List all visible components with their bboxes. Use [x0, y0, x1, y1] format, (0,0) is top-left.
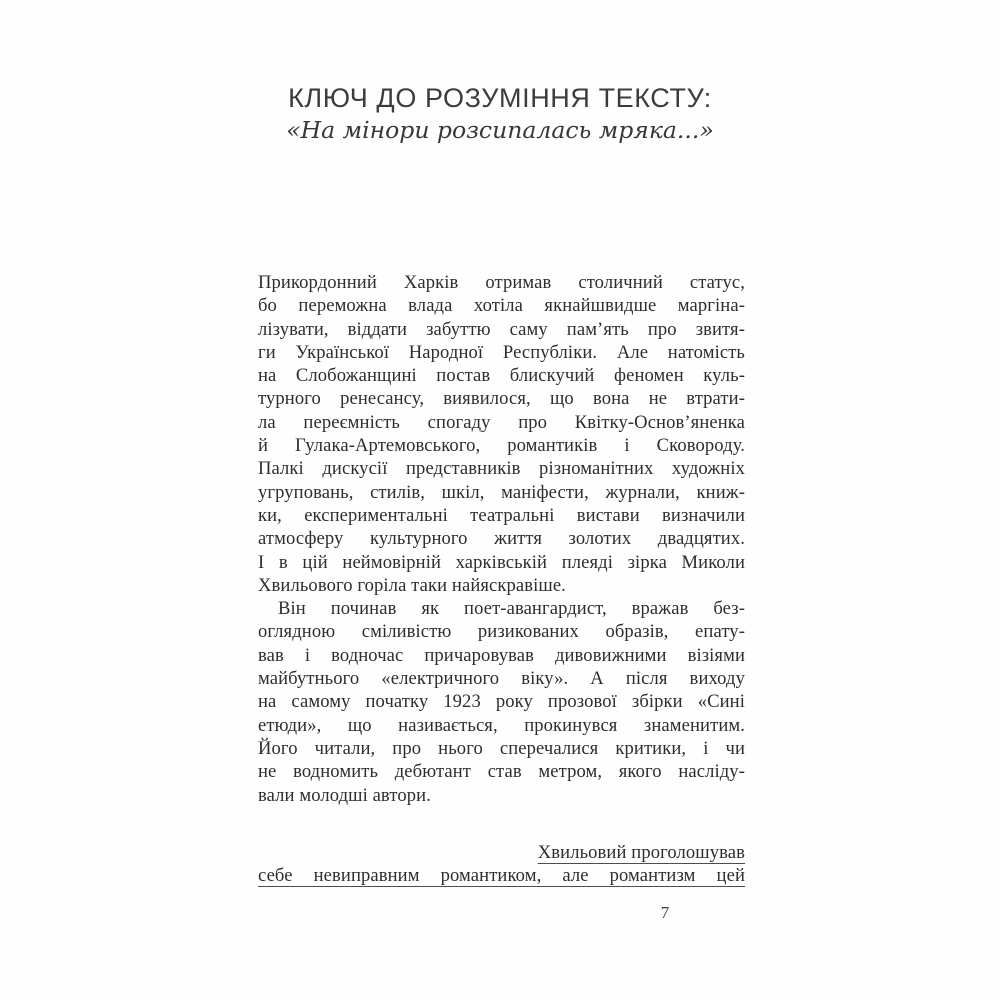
- text-line: ги Української Народної Республіки. Але натомість: [258, 341, 745, 363]
- text-line: майбутнього «електричного віку». А після виходу: [258, 668, 745, 690]
- text-line: на Слобожанщині постав блискучий феномен куль-: [258, 365, 745, 387]
- text-line: ки, експериментальні театральні вистави визначили: [258, 504, 745, 526]
- text-line: й Гулака-Артемовського, романтиків і Сковороду.: [258, 435, 745, 457]
- text-line: ла переємність спогаду про Квітку-Основ’яненка: [258, 411, 745, 433]
- text-line: турного ренесансу, виявилося, що вона не втрати-: [258, 388, 745, 410]
- body-text: [258, 271, 745, 887]
- underlined-paragraph: [258, 841, 745, 888]
- chapter-title: КЛЮЧ ДО РОЗУМІННЯ ТЕКСТУ:: [288, 83, 712, 113]
- text-line: себе невиправним романтиком, але романтизм цей: [258, 865, 745, 887]
- text-line: вали молодші автори.: [258, 784, 431, 806]
- text-line: лізувати, віддати забуттю саму пам’ять про звитя-: [258, 318, 745, 340]
- paragraph: [258, 271, 745, 597]
- text-line: атмосферу культурного життя золотих двадцятих.: [258, 528, 745, 550]
- text-line: Палкі дискусії представників різноманітних художніх: [258, 458, 745, 480]
- text-line: Він починав як поет-авангардист, вражав без-: [278, 598, 745, 620]
- text-line: Його читали, про нього сперечалися критики, і чи: [258, 737, 745, 759]
- text-line: Хвильовий проголошував: [537, 841, 745, 863]
- text-line: Хвильового горіла таки найяскравіше.: [258, 574, 566, 596]
- chapter-title-block: [245, 82, 755, 146]
- text-line: угруповань, стилів, шкіл, маніфести, журнали, книж-: [258, 481, 745, 503]
- text-line: етюди», що називається, прокинувся знаменитим.: [258, 714, 745, 736]
- text-line: на самому початку 1923 року прозової збірки «Сині: [258, 691, 745, 713]
- page-number: 7: [660, 903, 670, 922]
- text-line: не водномить дебютант став метром, якого насліду-: [258, 761, 745, 783]
- text-line: вав і водночас причаровував дивовижними візіями: [258, 644, 745, 666]
- chapter-subtitle: «На мінори розсипалась мряка...»: [286, 116, 714, 144]
- text-line: Прикордонний Харків отримав столичний статус,: [258, 272, 745, 293]
- paragraph: [258, 597, 745, 807]
- text-line: бо переможна влада хотіла якнайшвидше маргіна-: [258, 295, 745, 317]
- text-line: оглядною сміливістю ризикованих образів, епату-: [258, 621, 745, 643]
- text-line: І в цій неймовірній харківській плеяді зірка Миколи: [258, 551, 745, 573]
